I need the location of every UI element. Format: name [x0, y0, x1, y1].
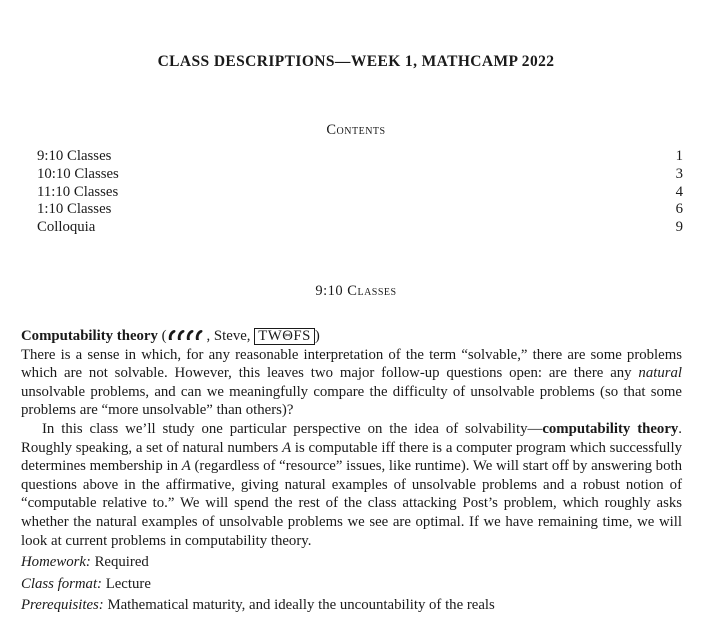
class-title: Computability theory [21, 328, 158, 344]
toc-entry-label: 10:10 Classes [37, 165, 119, 182]
class-paragraph-1 [21, 346, 682, 420]
toc-entry-label: 11:10 Classes [37, 183, 119, 200]
bold-term: computability theory [542, 420, 679, 437]
class-format-label: Class format: [21, 575, 102, 592]
toc-entry-page: 1 [675, 148, 683, 164]
homework-value: Required [94, 554, 149, 571]
math-variable: A [181, 458, 191, 475]
text-run: In this class we’ll study one particular perspective on the idea of solvability— [42, 420, 543, 437]
toc-entry-page: 3 [675, 165, 683, 182]
text-run: There is a sense in which, for any reasonable interpretation of the term “solvable,” there are some problems which are not solvable. However, this leaves two major follow-up questions open: are there any [21, 346, 682, 382]
text-run: unsolvable problems, and can we meaningfully compare the difficulty of unsolvable problems (so that some problems are “more unsolvable” than others)? [21, 383, 682, 419]
toc-entry-label: 1:10 Classes [37, 201, 112, 218]
text-run: is computable iff there is a computer program which successfully determines membership in [21, 439, 682, 475]
prerequisites-value: Mathematical maturity, and ideally the uncountability of the reals [107, 597, 495, 614]
table-of-contents [37, 148, 683, 237]
text-run: . Roughly speaking, a set of natural numbers [21, 420, 682, 456]
math-variable: A [282, 439, 292, 456]
emphasis-text: natural [638, 365, 682, 382]
toc-entry[interactable] [37, 201, 683, 219]
toc-entry-page: 4 [675, 183, 683, 200]
prerequisites-line [21, 596, 682, 616]
toc-entry-label: 9:10 Classes [37, 148, 112, 164]
toc-entry[interactable] [37, 148, 683, 166]
class-description [21, 327, 682, 616]
toc-entry[interactable] [37, 166, 683, 184]
prerequisites-label: Prerequisites: [21, 597, 104, 614]
toc-entry[interactable] [37, 219, 683, 237]
toc-heading: Contents [326, 122, 386, 138]
text-run: (regardless of “resource” issues, like runtime). We will start off by answering both questions above in the affirmative, giving natural examples of unsolvable problems and a robust notion of “computable relative to.” We will spend the rest of the class attacking Post’s problem, which roughly asks whether the natural examples of unsolvable problems we see are optimal. If we have remaining time, we will look at current problems in computability theory. [21, 458, 682, 549]
document-title: CLASS DESCRIPTIONS—WEEK 1, MATHCAMP 2022 [157, 53, 555, 70]
toc-entry-page: 6 [675, 201, 683, 218]
chili-pepper-icon [167, 328, 207, 344]
class-format-line [21, 575, 682, 595]
homework-label: Homework: [21, 554, 91, 571]
class-format-value: Lecture [105, 575, 151, 592]
class-tag: TWΘFS [254, 328, 315, 345]
toc-entry[interactable] [37, 184, 683, 202]
class-instructor: Steve [213, 328, 247, 344]
class-paragraph-2 [21, 420, 682, 550]
homework-line [21, 553, 682, 573]
toc-entry-label: Colloquia [37, 219, 96, 236]
section-heading: 9:10 Classes [315, 283, 397, 299]
class-title-line: Computability theory ( , Steve, TWΘFS ) [21, 328, 320, 344]
toc-entry-page: 9 [675, 219, 683, 236]
